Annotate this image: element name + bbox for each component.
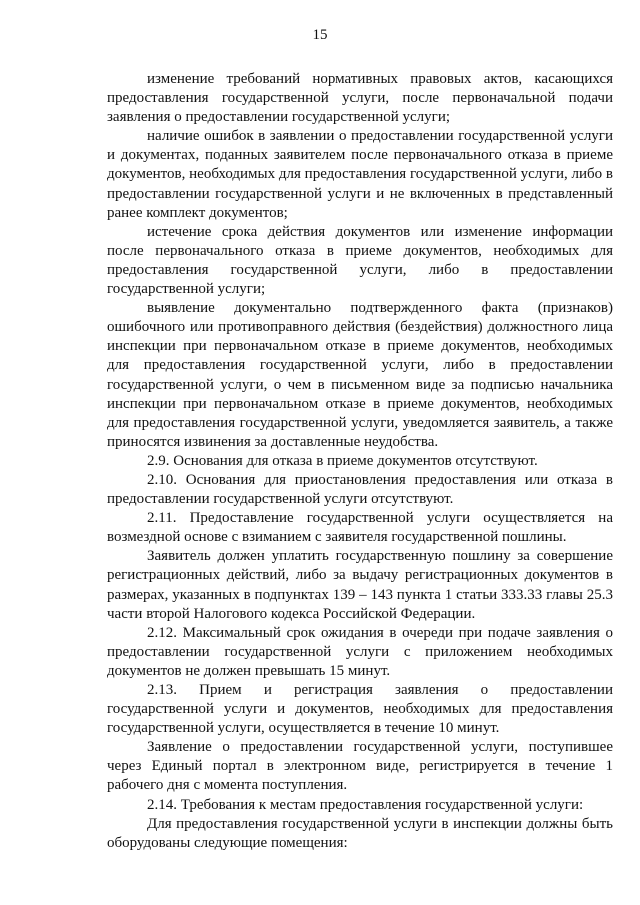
paragraph: Заявление о предоставлении государственной услуги, поступившее через Единый портал в электронном виде, регистрируется в течение 1 рабочего дня с момента поступления. (107, 739, 613, 794)
paragraph: выявление документально подтвержденного факта (признаков) ошибочного или противоправного действия (бездействия) должностного лица инспекции при первоначальном отказе в приеме документов, необходимых для предоставления государственной услуги, либо в предоставлении государственной услуги, о чем в письменном виде за подписью начальника инспекции при первоначальном отказе в приеме документов, необходимых для предоставления государственной услуги, уведомляется заявитель, а также приносятся извинения за доставленные неудобства. (107, 300, 613, 450)
paragraph: 2.12. Максимальный срок ожидания в очереди при подаче заявления о предоставлении государственной услуги с приложением необходимых документов не должен превышать 15 минут. (107, 624, 613, 679)
paragraph: наличие ошибок в заявлении о предоставлении государственной услуги и документах, поданных заявителем после первоначального отказа в приеме документов, необходимых для предоставления государственной услуги, либо в предоставлении государственной услуги и не включенных в представленный ранее комплект документов; (107, 128, 613, 221)
paragraph: 2.11. Предоставление государственной услуги осуществляется на возмездной основе с взиманием с заявителя государственной пошлины. (107, 510, 613, 546)
paragraph: 2.10. Основания для приостановления предоставления или отказа в предоставлении государственной услуги отсутствуют. (107, 471, 613, 508)
paragraph: Заявитель должен уплатить государственную пошлину за совершение регистрационных действий, либо за выдачу регистрационных документов в размерах, указанных в подпунктах 139 – 143 пункта 1 статьи 333.33 главы 25.3 части второй Налогового кодекса Российской Федерации. (107, 548, 613, 622)
page-body (107, 70, 613, 853)
paragraph: Для предоставления государственной услуги в инспекции должны быть оборудованы следующие помещения: (107, 815, 613, 851)
paragraph: 2.9. Основания для отказа в приеме документов отсутствуют. (147, 452, 538, 469)
page-number: 15 (312, 27, 328, 43)
paragraph: 2.13. Прием и регистрация заявления о предоставлении государственной услуги и документов, необходимых для предоставления государственной услуги, осуществляется в течение 10 минут. (107, 682, 613, 737)
paragraph: 2.14. Требования к местам предоставления государственной услуги: (147, 796, 584, 813)
paragraph: изменение требований нормативных правовых актов, касающихся предоставления государственной услуги, после первоначальной подачи заявления о предоставлении государственной услуги; (107, 71, 613, 126)
paragraph: истечение срока действия документов или изменение информации после первоначального отказа в приеме документов, необходимых для предоставления государственной услуги, либо в предоставлении государственной услуги; (107, 223, 613, 298)
